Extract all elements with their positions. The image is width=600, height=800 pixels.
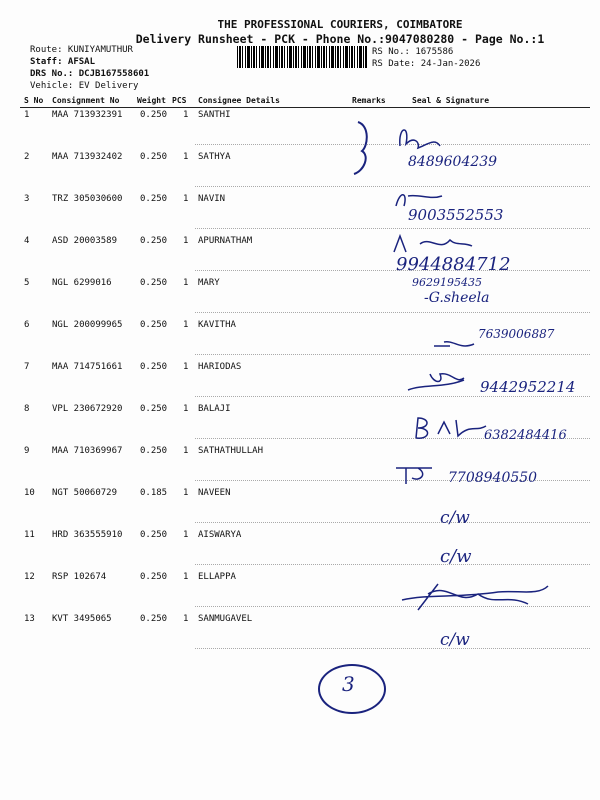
cell-pcs: 1 (183, 236, 189, 246)
cell-weight: 0.250 (140, 278, 168, 288)
cell-consignment: TRZ 305030600 (52, 194, 123, 204)
cell-pcs: 1 (183, 152, 189, 162)
col-pcs: PCS (172, 96, 187, 105)
cell-consignee: NAVEEN (198, 488, 231, 498)
col-remarks: Remarks (352, 96, 386, 105)
cell-consignee: KAVITHA (198, 320, 236, 330)
cell-consignment: NGT 50060729 (52, 488, 118, 498)
hw-cw-11: c/w (440, 546, 472, 567)
cell-sno: 2 (24, 152, 30, 162)
signature-6 (430, 336, 480, 356)
cell-pcs: 1 (183, 194, 189, 204)
signature-4 (390, 232, 480, 256)
col-consignee: Consignee Details (198, 96, 280, 105)
hw-phone-4b: 9629195435 (412, 276, 482, 289)
cell-sno: 13 (24, 614, 35, 624)
cell-consignee: SANMUGAVEL (198, 614, 253, 624)
cell-consignee: ELLAPPA (198, 572, 236, 582)
hw-phone-7: 9442952214 (480, 378, 576, 396)
staff: Staff: AFSAL (30, 57, 96, 67)
circled-number-text: 3 (342, 672, 355, 696)
cell-consignee: SATHYA (198, 152, 231, 162)
cell-consignment: MAA 710369967 (52, 446, 123, 456)
hw-phone-3: 9003552553 (408, 206, 504, 224)
route: Route: KUNIYAMUTHUR (30, 45, 133, 55)
cell-consignee: SATHATHULLAH (198, 446, 264, 456)
cell-consignment: NGL 200099965 (52, 320, 123, 330)
col-sno: S No (24, 96, 44, 105)
barcode (237, 46, 367, 68)
cell-weight: 0.250 (140, 194, 168, 204)
cell-weight: 0.185 (140, 488, 168, 498)
row-divider (195, 312, 590, 313)
signature-8 (410, 414, 490, 444)
vehicle: Vehicle: EV Delivery (30, 81, 139, 91)
cell-consignment: MAA 714751661 (52, 362, 123, 372)
hw-phone-2: 8489604239 (408, 154, 498, 170)
runsheet-subtitle: Delivery Runsheet - PCK - Phone No.:9047080280 - Page No.:1 (135, 32, 545, 46)
cell-sno: 8 (24, 404, 30, 414)
cell-consignee: SANTHI (198, 110, 231, 120)
cell-pcs: 1 (183, 488, 189, 498)
hw-phone-6: 7639006887 (478, 327, 555, 341)
hw-phone-8: 6382484416 (484, 428, 567, 443)
hw-phone-9: 7708940550 (448, 470, 538, 486)
cell-pcs: 1 (183, 110, 189, 120)
cell-consignment: VPL 230672920 (52, 404, 123, 414)
cell-pcs: 1 (183, 530, 189, 540)
cell-sno: 9 (24, 446, 30, 456)
cell-sno: 4 (24, 236, 30, 246)
cell-sno: 6 (24, 320, 30, 330)
rs-number: RS No.: 1675586 (372, 47, 454, 57)
cell-consignment: KVT 3495065 (52, 614, 112, 624)
cell-consignee: HARIODAS (198, 362, 242, 372)
row-divider (195, 564, 590, 565)
hw-cw-13: c/w (440, 630, 470, 650)
signature-1 (340, 116, 580, 176)
hw-name-5: -G.sheela (424, 290, 490, 306)
header-divider (20, 107, 590, 108)
cell-weight: 0.250 (140, 236, 168, 246)
row-divider (195, 396, 590, 397)
cell-weight: 0.250 (140, 362, 168, 372)
cell-pcs: 1 (183, 278, 189, 288)
cell-sno: 10 (24, 488, 35, 498)
cell-consignment: NGL 6299016 (52, 278, 112, 288)
signature-7 (404, 368, 484, 396)
cell-pcs: 1 (183, 614, 189, 624)
cell-weight: 0.250 (140, 572, 168, 582)
cell-consignee: BALAJI (198, 404, 231, 414)
row-divider (195, 354, 590, 355)
signature-3 (390, 186, 450, 216)
cell-pcs: 1 (183, 572, 189, 582)
hw-phone-4a: 9944884712 (396, 254, 511, 275)
cell-weight: 0.250 (140, 152, 168, 162)
cell-weight: 0.250 (140, 404, 168, 414)
hw-cw-10: c/w (440, 508, 470, 528)
cell-sno: 1 (24, 110, 30, 120)
cell-pcs: 1 (183, 404, 189, 414)
cell-sno: 3 (24, 194, 30, 204)
cell-consignment: MAA 713932391 (52, 110, 123, 120)
cell-consignment: MAA 713932402 (52, 152, 123, 162)
cell-consignment: RSP 102674 (52, 572, 107, 582)
company-title: THE PROFESSIONAL COURIERS, COIMBATORE (217, 18, 463, 31)
col-consignment: Consignment No (52, 96, 120, 105)
cell-weight: 0.250 (140, 614, 168, 624)
col-weight: Weight (137, 96, 166, 105)
cell-pcs: 1 (183, 362, 189, 372)
cell-consignee: MARY (198, 278, 220, 288)
cell-pcs: 1 (183, 446, 189, 456)
cell-pcs: 1 (183, 320, 189, 330)
signature-12 (398, 580, 558, 614)
cell-consignee: APURNATHAM (198, 236, 253, 246)
rs-date: RS Date: 24-Jan-2026 (372, 59, 481, 69)
cell-sno: 5 (24, 278, 30, 288)
cell-consignment: HRD 363555910 (52, 530, 123, 540)
cell-consignment: ASD 20003589 (52, 236, 118, 246)
row-divider (195, 648, 590, 649)
cell-weight: 0.250 (140, 110, 168, 120)
col-seal-signature: Seal & Signature (412, 96, 490, 105)
row-divider (195, 522, 590, 523)
row-divider (195, 228, 590, 229)
row-divider (195, 270, 590, 271)
signature-9 (392, 460, 452, 488)
cell-weight: 0.250 (140, 446, 168, 456)
cell-consignee: AISWARYA (198, 530, 242, 540)
cell-sno: 7 (24, 362, 30, 372)
cell-weight: 0.250 (140, 320, 168, 330)
cell-sno: 11 (24, 530, 35, 540)
cell-sno: 12 (24, 572, 35, 582)
cell-consignee: NAVIN (198, 194, 226, 204)
drs-number: DRS No.: DCJB167558601 (30, 69, 150, 79)
cell-weight: 0.250 (140, 530, 168, 540)
